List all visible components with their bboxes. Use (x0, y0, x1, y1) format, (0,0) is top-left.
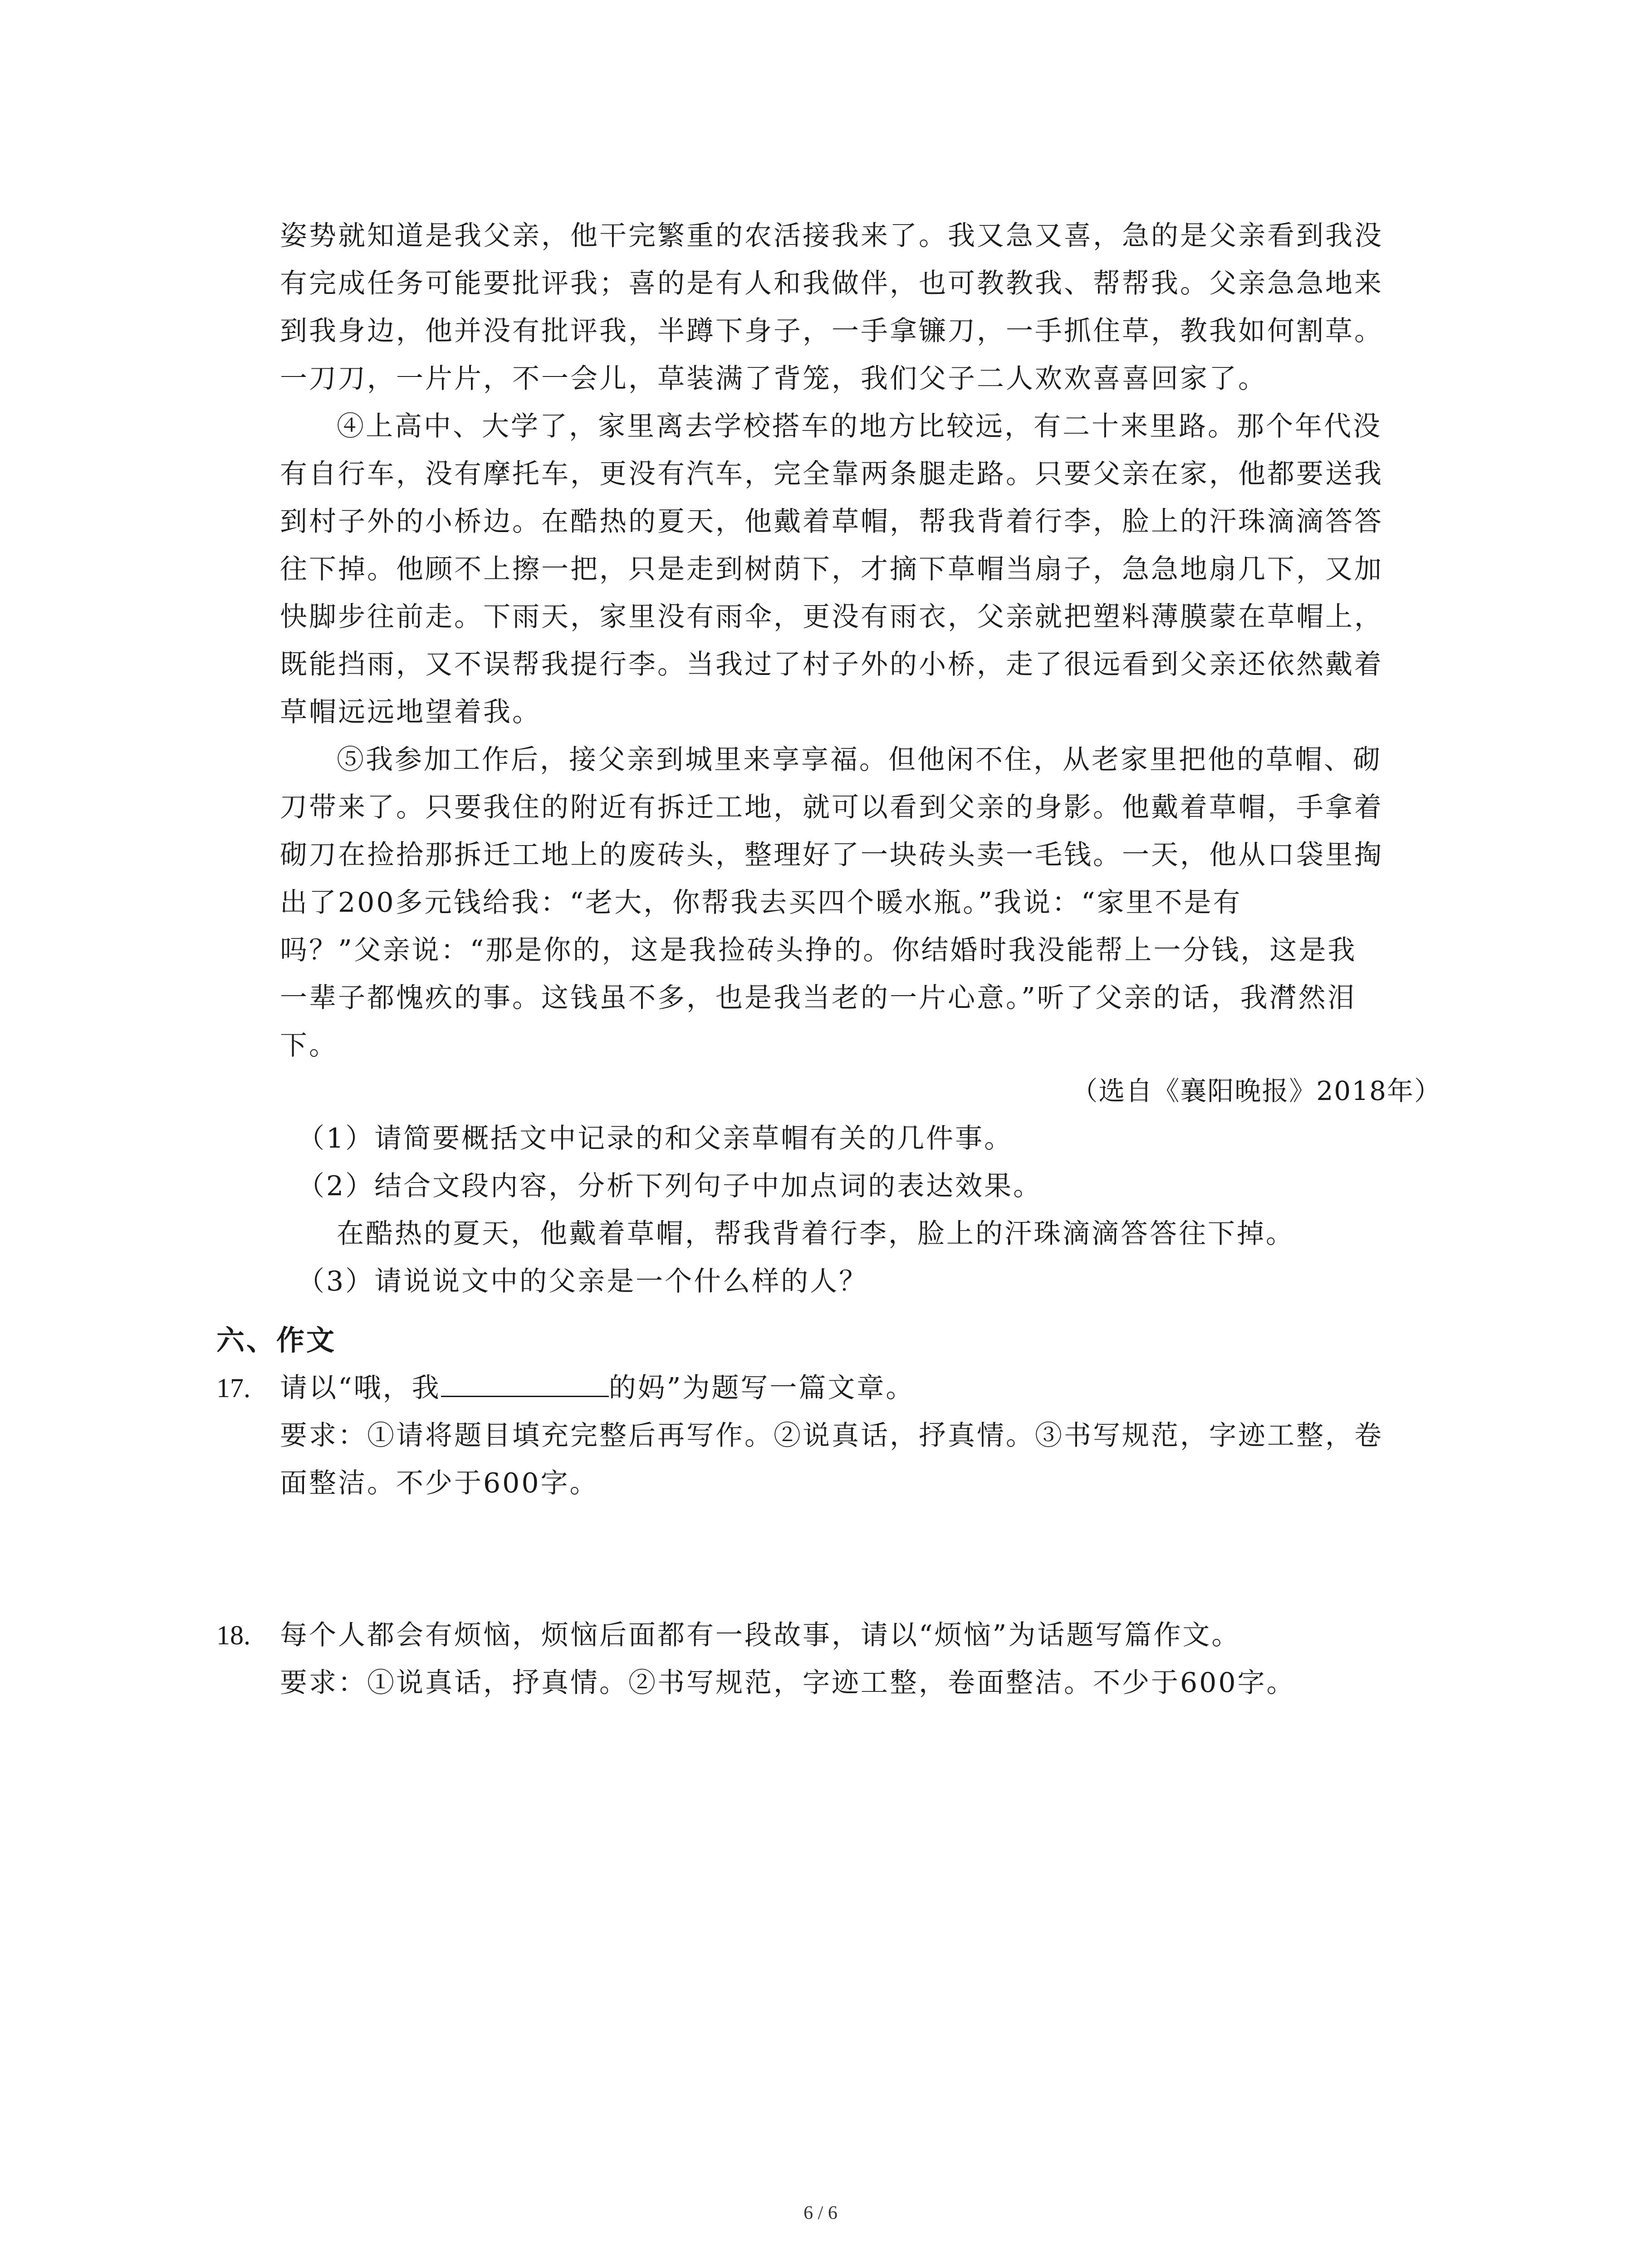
passage-source: （选自《襄阳晚报》2018年） (1071, 1075, 1441, 1106)
section-title: 六、作文 (216, 1324, 337, 1357)
question-17-prompt (280, 1365, 915, 1411)
question-2-sentence: 在酷热的夏天，他戴着草帽，帮我背着行李，脸上的汗珠滴滴答答往下掉。 (337, 1218, 1295, 1250)
passage-line: 砌刀在捡拾那拆迁工地上的废砖头，整理好了一块砖头卖一毛钱。一天，他从口袋里掏 (280, 839, 1383, 871)
question-3: （3）请说说文中的父亲是一个什么样的人？ (297, 1266, 868, 1297)
question-17-requirement: 面整洁。不少于600字。 (280, 1467, 599, 1499)
passage-line: 姿势就知道是我父亲，他干完繁重的农活接我来了。我又急又喜，急的是父亲看到我没 (280, 220, 1383, 252)
page-number: 6 / 6 (803, 2203, 838, 2224)
passage-line: ⑤我参加工作后，接父亲到城里来享享福。但他闲不住，从老家里把他的草帽、砌 (337, 744, 1382, 776)
passage-line: 有自行车，没有摩托车，更没有汽车，完全靠两条腿走路。只要父亲在家，他都要送我 (280, 458, 1383, 490)
passage-line: 刀带来了。只要我住的附近有拆迁工地，就可以看到父亲的身影。他戴着草帽，手拿着 (280, 792, 1383, 823)
passage-line: 一刀刀，一片片，不一会儿，草装满了背笼，我们父子二人欢欢喜喜回家了。 (280, 363, 1267, 395)
question-1: （1）请简要概括文中记录的和父亲草帽有关的几件事。 (297, 1123, 1014, 1154)
passage-line: 往下掉。他顾不上擦一把，只是走到树荫下，才摘下草帽当扇子，急急地扇几下，又加 (280, 553, 1383, 585)
question-18-requirement: 要求：①说真话，抒真情。②书写规范，字迹工整，卷面整洁。不少于600字。 (280, 1667, 1296, 1699)
passage-line: 既能挡雨，又不误帮我提行李。当我过了村子外的小桥，走了很远看到父亲还依然戴着 (280, 649, 1383, 680)
question-2: （2）结合文段内容，分析下列句子中加点词的表达效果。 (297, 1170, 1043, 1202)
passage-line: 有完成任务可能要批评我；喜的是有人和我做伴，也可教教我、帮帮我。父亲急急地来 (280, 268, 1383, 299)
passage-line: 一辈子都愧疚的事。这钱虽不多，也是我当老的一片心意。”听了父亲的话，我潸然泪 (280, 982, 1357, 1014)
passage-line: ④上高中、大学了，家里离去学校搭车的地方比较远，有二十来里路。那个年代没 (337, 411, 1382, 442)
question-17-prefix: 请以“哦，我 (280, 1372, 441, 1404)
fill-in-blank (441, 1369, 609, 1397)
question-18-number: 18. (216, 1620, 250, 1650)
question-18-prompt: 每个人都会有烦恼，烦恼后面都有一段故事，请以“烦恼”为话题写篇作文。 (280, 1619, 1241, 1651)
passage-line: 下。 (280, 1030, 338, 1061)
question-17-suffix: 的妈”为题写一篇文章。 (608, 1372, 915, 1404)
passage-line: 到我身边，他并没有批评我，半蹲下身子，一手拿镰刀，一手抓住草，教我如何割草。 (280, 315, 1383, 347)
passage-line: 快脚步往前走。下雨天，家里没有雨伞，更没有雨衣，父亲就把塑料薄膜蒙在草帽上， (280, 601, 1383, 633)
question-17-number: 17. (216, 1373, 250, 1403)
passage-line: 草帽远远地望着我。 (280, 696, 541, 728)
question-17-requirement: 要求：①请将题目填充完整后再写作。②说真话，抒真情。③书写规范，字迹工整，卷 (280, 1420, 1383, 1452)
passage-line: 到村子外的小桥边。在酷热的夏天，他戴着草帽，帮我背着行李，脸上的汗珠滴滴答答 (280, 506, 1383, 538)
passage-line: 吗？”父亲说：“那是你的，这是我捡砖头挣的。你结婚时我没能帮上一分钱，这是我 (280, 934, 1357, 966)
passage-line: 出了200多元钱给我：“老大，你帮我去买四个暖水瓶。”我说：“家里不是有 (280, 887, 1242, 919)
